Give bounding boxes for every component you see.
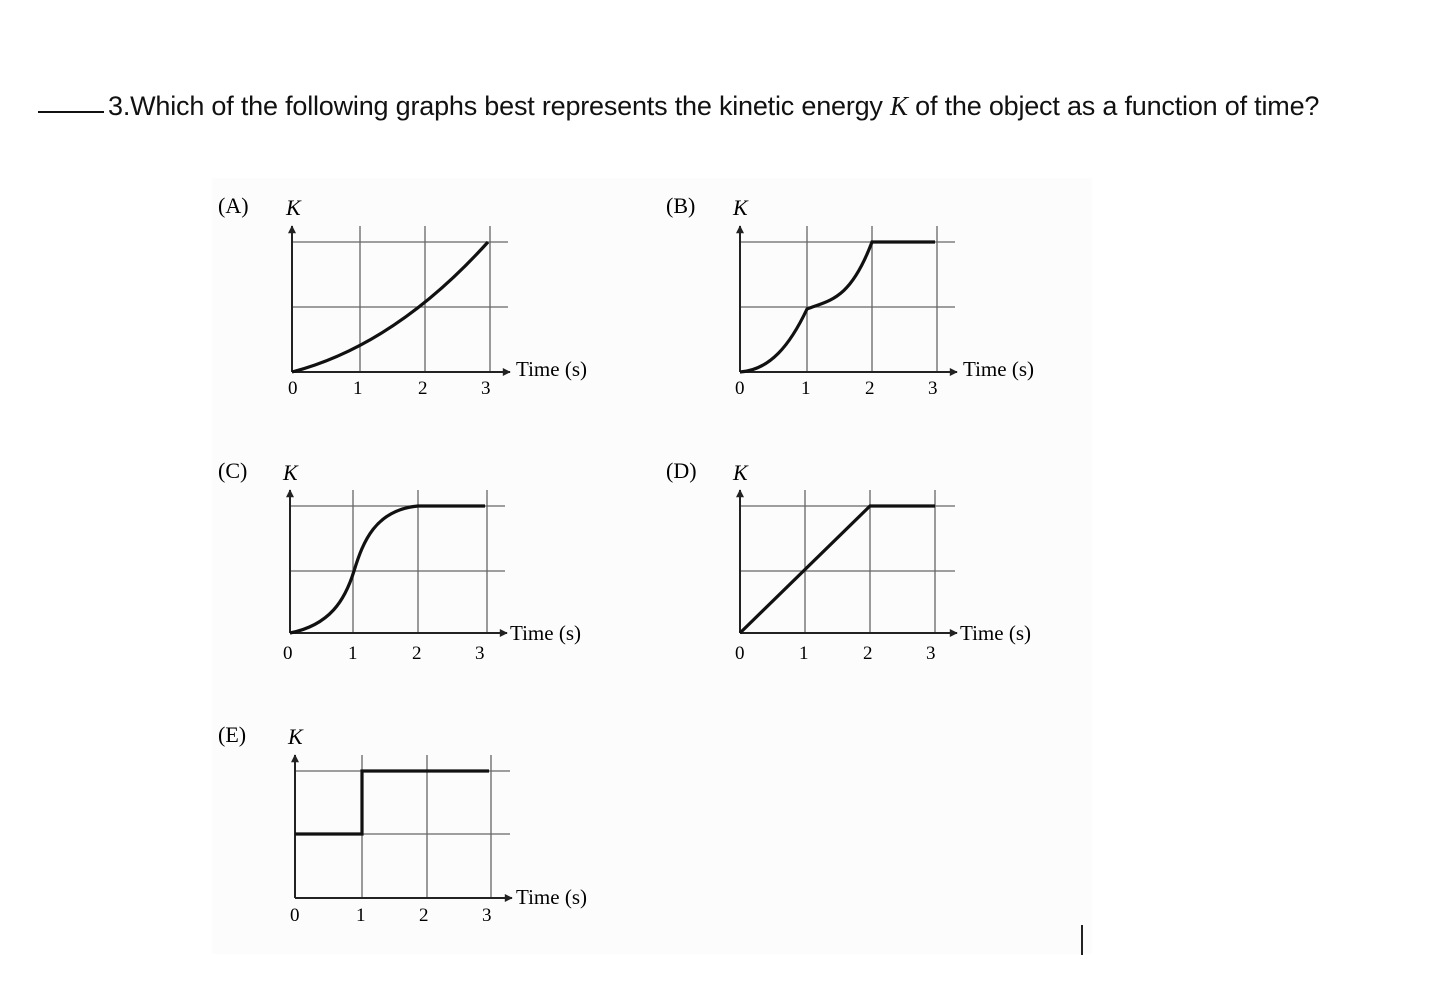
choice-label-b: (B) [666,193,696,218]
tick-0-d: 0 [735,643,745,664]
choice-label-e: (E) [218,722,247,747]
grid-a [292,226,508,372]
tick-3-c: 3 [475,643,485,664]
tick-3-a: 3 [481,378,491,399]
tick-2-c: 2 [412,643,422,664]
tick-1-d: 1 [799,643,809,664]
tick-1-a: 1 [353,378,363,399]
tick-2-a: 2 [418,378,428,399]
choice-label-a: (A) [218,193,249,218]
tick-3-d: 3 [926,643,936,664]
graph-d[interactable] [666,458,1031,664]
y-axis-label-c: K [283,460,298,485]
tick-2-d: 2 [863,643,873,664]
x-axis-label-b: Time (s) [963,357,1034,381]
grid-e [295,755,510,898]
tick-0-e: 0 [290,905,300,926]
tick-0-a: 0 [288,378,298,399]
graph-a[interactable] [218,193,587,399]
tick-3-e: 3 [482,905,492,926]
x-axis-label-c: Time (s) [510,621,581,645]
graph-e[interactable] [218,722,587,926]
y-axis-label-a: K [286,195,301,220]
tick-1-e: 1 [356,905,366,926]
tick-1-b: 1 [801,378,811,399]
tick-2-b: 2 [865,378,875,399]
graph-c[interactable] [218,458,581,664]
tick-0-b: 0 [735,378,745,399]
tick-1-c: 1 [348,643,358,664]
curve-e [295,771,489,834]
question-prefix: 3.Which of the following graphs best represents the kinetic energy [108,91,891,121]
choice-label-c: (C) [218,458,248,483]
tick-0-c: 0 [283,643,293,664]
tick-3-b: 3 [928,378,938,399]
x-axis-label-d: Time (s) [960,621,1031,645]
choice-label-d: (D) [666,458,697,483]
y-axis-label-e: K [288,724,303,749]
graph-b[interactable] [666,193,1034,399]
text-cursor [1081,925,1083,955]
curve-d [740,506,935,633]
y-axis-label-d: K [733,460,748,485]
x-axis-label-a: Time (s) [516,357,587,381]
tick-2-e: 2 [419,905,429,926]
grid-d [740,490,955,633]
grid-b [740,226,955,372]
curve-c [290,506,485,633]
question-suffix: of the object as a function of time? [907,91,1320,121]
question-variable: K [890,91,908,121]
x-axis-label-e: Time (s) [516,885,587,909]
y-axis-label-b: K [733,195,748,220]
